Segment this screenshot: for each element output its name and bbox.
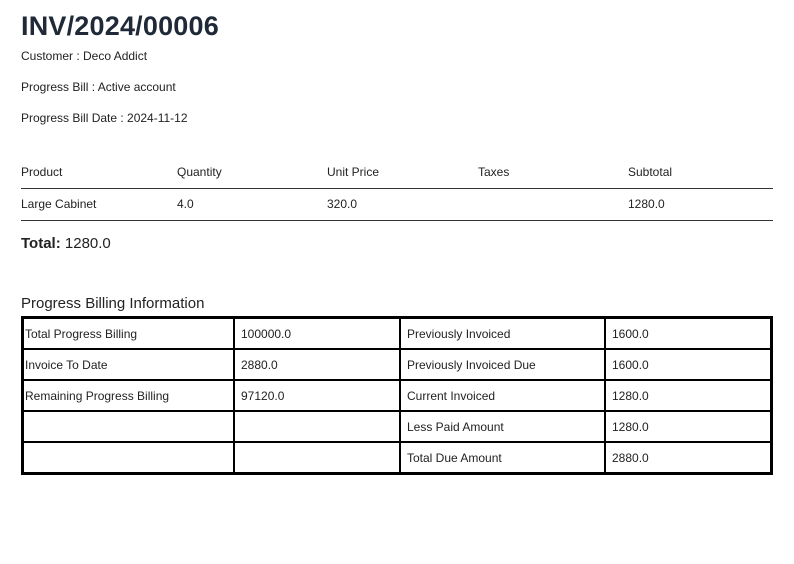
total-label: Total: (21, 235, 61, 252)
table-row (23, 318, 772, 350)
progress-billing-title: Progress Billing Information (21, 295, 205, 312)
cell-unit-price: 320.0 (327, 197, 358, 211)
pb-empty-cell (23, 442, 235, 474)
total-value: 1280.0 (64, 235, 111, 252)
pb-label-total-progress-billing: Total Progress Billing (23, 318, 235, 350)
column-header-product: Product (21, 164, 63, 179)
table-header-row (21, 156, 773, 188)
pb-value-current-invoiced: 1280.0 (605, 380, 772, 411)
invoice-lines-table (21, 156, 773, 221)
pb-label-current-invoiced: Current Invoiced (400, 380, 605, 411)
cell-taxes (478, 188, 628, 220)
table-row (21, 188, 773, 220)
pb-value-total-due-amount: 2880.0 (605, 442, 772, 474)
pb-label-previously-invoiced: Previously Invoiced (400, 318, 605, 350)
pb-empty-cell (234, 442, 400, 474)
pb-label-total-due-amount: Total Due Amount (400, 442, 605, 474)
pb-label-invoice-to-date: Invoice To Date (23, 349, 235, 380)
progress-billing-table (21, 316, 773, 475)
progress-bill-line: Progress Bill : Active account (21, 80, 176, 94)
pb-value-remaining-progress-billing: 97120.0 (234, 380, 400, 411)
table-row (23, 380, 772, 411)
progress-bill-date-line: Progress Bill Date : 2024-11-12 (21, 111, 188, 125)
pb-label-less-paid-amount: Less Paid Amount (400, 411, 605, 442)
invoice-number-title: INV/2024/00006 (21, 11, 219, 41)
cell-subtotal: 1280.0 (628, 197, 665, 211)
column-header-taxes: Taxes (478, 164, 510, 179)
pb-value-total-progress-billing: 100000.0 (234, 318, 400, 350)
table-row (23, 411, 772, 442)
pb-value-invoice-to-date: 2880.0 (234, 349, 400, 380)
pb-value-less-paid-amount: 1280.0 (605, 411, 772, 442)
invoice-total (21, 234, 111, 254)
pb-value-previously-invoiced-due: 1600.0 (605, 349, 772, 380)
cell-product: Large Cabinet (21, 197, 97, 211)
table-row (23, 349, 772, 380)
column-header-unit-price: Unit Price (327, 164, 380, 179)
customer-line: Customer : Deco Addict (21, 49, 148, 63)
pb-empty-cell (234, 411, 400, 442)
column-header-quantity: Quantity (177, 164, 222, 179)
pb-empty-cell (23, 411, 235, 442)
pb-value-previously-invoiced: 1600.0 (605, 318, 772, 350)
column-header-subtotal: Subtotal (628, 164, 673, 179)
pb-label-remaining-progress-billing: Remaining Progress Billing (23, 380, 235, 411)
cell-quantity: 4.0 (177, 197, 194, 211)
pb-label-previously-invoiced-due: Previously Invoiced Due (400, 349, 605, 380)
table-row (23, 442, 772, 474)
